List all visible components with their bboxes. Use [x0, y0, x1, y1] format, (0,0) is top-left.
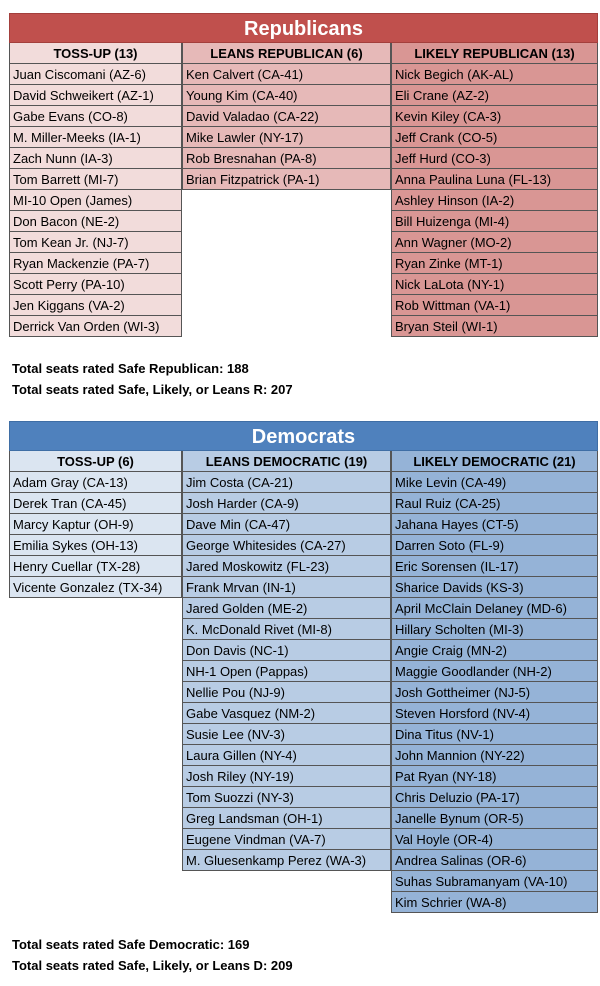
table-row: Young Kim (CA-40): [182, 85, 391, 106]
table-row: Janelle Bynum (OR-5): [391, 808, 598, 829]
table-row: Kim Schrier (WA-8): [391, 892, 598, 913]
table-row: Laura Gillen (NY-4): [182, 745, 391, 766]
table-row: Susie Lee (NV-3): [182, 724, 391, 745]
table-row: Zach Nunn (IA-3): [9, 148, 182, 169]
table-row: John Mannion (NY-22): [391, 745, 598, 766]
table-row: Dave Min (CA-47): [182, 514, 391, 535]
table-row: Gabe Vasquez (NM-2): [182, 703, 391, 724]
table-row: David Schweikert (AZ-1): [9, 85, 182, 106]
table-row: Don Davis (NC-1): [182, 640, 391, 661]
dem-likely-column: [391, 451, 598, 913]
column-header: TOSS-UP (13): [9, 43, 182, 64]
table-row: Frank Mrvan (IN-1): [182, 577, 391, 598]
table-row: Jared Golden (ME-2): [182, 598, 391, 619]
table-row: Kevin Kiley (CA-3): [391, 106, 598, 127]
table-row: Tom Suozzi (NY-3): [182, 787, 391, 808]
table-row: Sharice Davids (KS-3): [391, 577, 598, 598]
column-header: LIKELY DEMOCRATIC (21): [391, 451, 598, 472]
rep-tossup-column: [9, 43, 182, 337]
rep-total-all: Total seats rated Safe, Likely, or Leans R: 207: [12, 382, 293, 397]
column-header: LIKELY REPUBLICAN (13): [391, 43, 598, 64]
column-header: LEANS REPUBLICAN (6): [182, 43, 391, 64]
table-row: Pat Ryan (NY-18): [391, 766, 598, 787]
table-row: Angie Craig (MN-2): [391, 640, 598, 661]
table-row: Eugene Vindman (VA-7): [182, 829, 391, 850]
table-row: Andrea Salinas (OR-6): [391, 850, 598, 871]
table-row: David Valadao (CA-22): [182, 106, 391, 127]
table-row: Jeff Hurd (CO-3): [391, 148, 598, 169]
table-row: Ann Wagner (MO-2): [391, 232, 598, 253]
table-row: Henry Cuellar (TX-28): [9, 556, 182, 577]
table-row: K. McDonald Rivet (MI-8): [182, 619, 391, 640]
table-row: Scott Perry (PA-10): [9, 274, 182, 295]
table-row: Mike Levin (CA-49): [391, 472, 598, 493]
table-row: Eli Crane (AZ-2): [391, 85, 598, 106]
table-row: M. Gluesenkamp Perez (WA-3): [182, 850, 391, 871]
dem-total-safe: Total seats rated Safe Democratic: 169: [12, 937, 250, 952]
table-row: Tom Kean Jr. (NJ-7): [9, 232, 182, 253]
table-row: Maggie Goodlander (NH-2): [391, 661, 598, 682]
table-row: Marcy Kaptur (OH-9): [9, 514, 182, 535]
table-row: Josh Riley (NY-19): [182, 766, 391, 787]
table-row: Josh Harder (CA-9): [182, 493, 391, 514]
table-row: Ryan Mackenzie (PA-7): [9, 253, 182, 274]
dem-tossup-column: [9, 451, 182, 598]
table-row: Greg Landsman (OH-1): [182, 808, 391, 829]
table-row: Derrick Van Orden (WI-3): [9, 316, 182, 337]
table-row: Rob Bresnahan (PA-8): [182, 148, 391, 169]
table-row: MI-10 Open (James): [9, 190, 182, 211]
table-row: Ken Calvert (CA-41): [182, 64, 391, 85]
rep-likely-column: [391, 43, 598, 337]
table-row: Josh Gottheimer (NJ-5): [391, 682, 598, 703]
table-row: Brian Fitzpatrick (PA-1): [182, 169, 391, 190]
table-row: Jen Kiggans (VA-2): [9, 295, 182, 316]
table-row: Chris Deluzio (PA-17): [391, 787, 598, 808]
table-row: Emilia Sykes (OH-13): [9, 535, 182, 556]
table-row: April McClain Delaney (MD-6): [391, 598, 598, 619]
table-row: Dina Titus (NV-1): [391, 724, 598, 745]
table-row: Gabe Evans (CO-8): [9, 106, 182, 127]
table-row: Nellie Pou (NJ-9): [182, 682, 391, 703]
table-row: M. Miller-Meeks (IA-1): [9, 127, 182, 148]
table-row: Jared Moskowitz (FL-23): [182, 556, 391, 577]
table-row: Rob Wittman (VA-1): [391, 295, 598, 316]
dem-leans-column: [182, 451, 391, 871]
table-row: Jeff Crank (CO-5): [391, 127, 598, 148]
table-row: Raul Ruiz (CA-25): [391, 493, 598, 514]
dem-total-all: Total seats rated Safe, Likely, or Leans D: 209: [12, 958, 293, 973]
table-row: Mike Lawler (NY-17): [182, 127, 391, 148]
rep-leans-column: [182, 43, 391, 190]
table-row: Bryan Steil (WI-1): [391, 316, 598, 337]
table-row: Bill Huizenga (MI-4): [391, 211, 598, 232]
table-row: Eric Sorensen (IL-17): [391, 556, 598, 577]
table-row: Nick LaLota (NY-1): [391, 274, 598, 295]
table-row: Jim Costa (CA-21): [182, 472, 391, 493]
table-row: Ashley Hinson (IA-2): [391, 190, 598, 211]
table-row: Adam Gray (CA-13): [9, 472, 182, 493]
table-row: Ryan Zinke (MT-1): [391, 253, 598, 274]
table-row: Vicente Gonzalez (TX-34): [9, 577, 182, 598]
column-header: TOSS-UP (6): [9, 451, 182, 472]
table-row: Nick Begich (AK-AL): [391, 64, 598, 85]
table-row: Derek Tran (CA-45): [9, 493, 182, 514]
democrats-banner: Democrats: [9, 421, 598, 451]
table-row: Steven Horsford (NV-4): [391, 703, 598, 724]
column-header: LEANS DEMOCRATIC (19): [182, 451, 391, 472]
table-row: George Whitesides (CA-27): [182, 535, 391, 556]
table-row: Juan Ciscomani (AZ-6): [9, 64, 182, 85]
table-row: Hillary Scholten (MI-3): [391, 619, 598, 640]
table-row: Don Bacon (NE-2): [9, 211, 182, 232]
table-row: Val Hoyle (OR-4): [391, 829, 598, 850]
rep-total-safe: Total seats rated Safe Republican: 188: [12, 361, 249, 376]
table-row: Suhas Subramanyam (VA-10): [391, 871, 598, 892]
table-row: Jahana Hayes (CT-5): [391, 514, 598, 535]
republicans-banner: Republicans: [9, 13, 598, 43]
table-row: NH-1 Open (Pappas): [182, 661, 391, 682]
table-row: Darren Soto (FL-9): [391, 535, 598, 556]
table-row: Tom Barrett (MI-7): [9, 169, 182, 190]
table-row: Anna Paulina Luna (FL-13): [391, 169, 598, 190]
